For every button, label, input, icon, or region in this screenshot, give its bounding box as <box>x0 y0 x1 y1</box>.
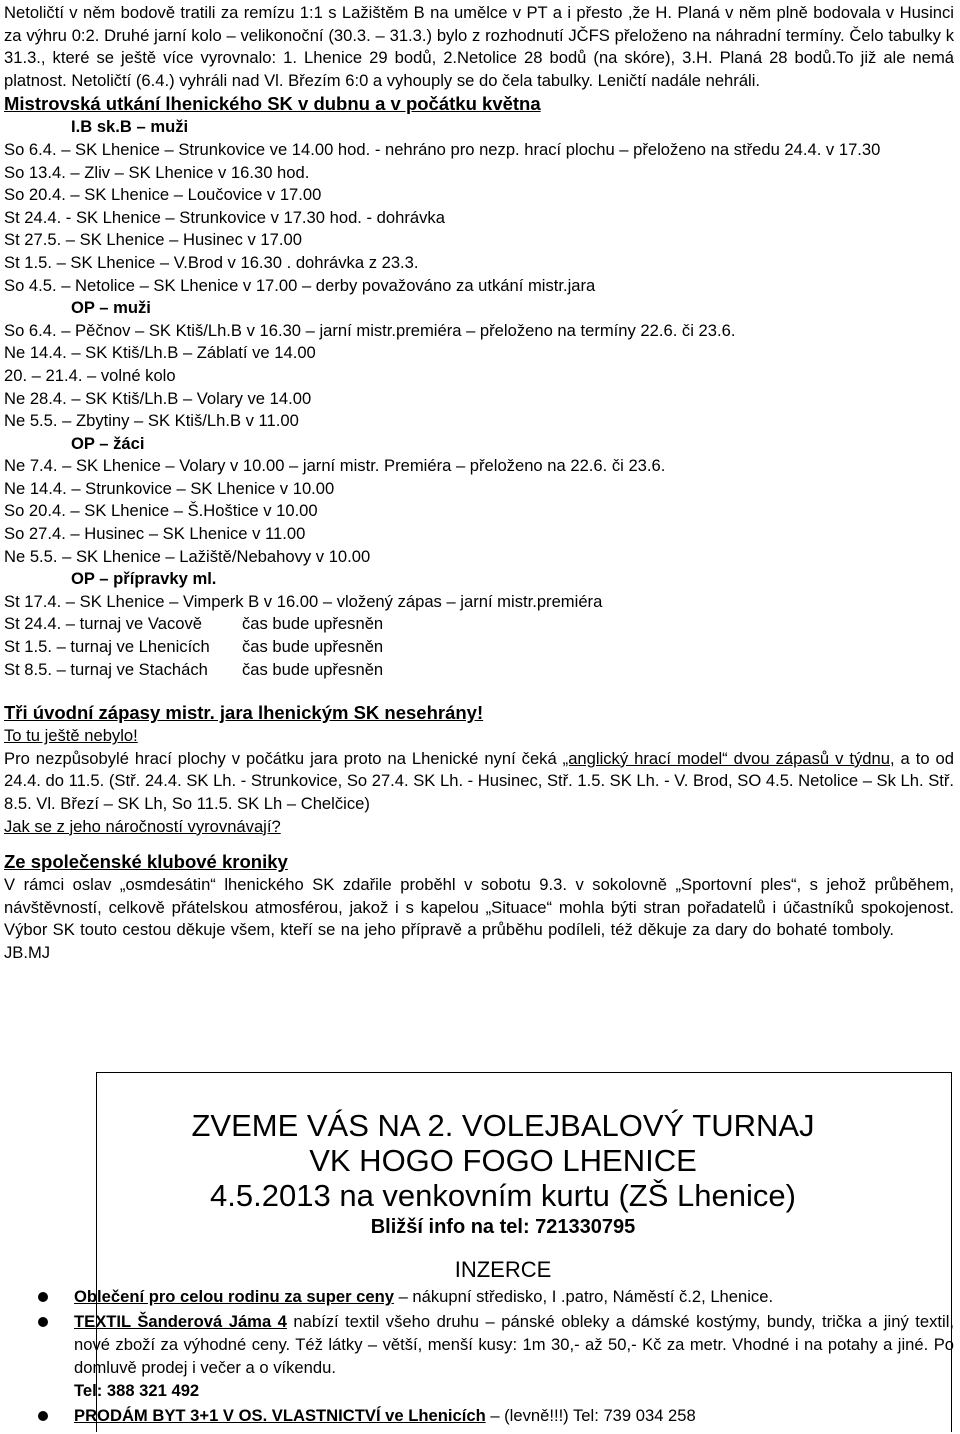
ad-lead: TEXTIL Šanderová Jáma 4 <box>74 1312 287 1331</box>
tournament-row <box>4 636 954 659</box>
match-row: So 20.4. – SK Lhenice – Loučovice v 17.00 <box>4 185 322 205</box>
match-row: Ne 14.4. – Strunkovice – SK Lhenice v 10.00 <box>4 478 335 498</box>
match-row: Ne 14.4. – SK Ktiš/Lh.B – Záblatí ve 14.00 <box>4 343 316 363</box>
three-matches-heading: Tři úvodní zápasy mistr. jara lhenickým SK nesehrány! <box>4 702 484 724</box>
bullet-icon <box>38 1411 48 1421</box>
ad-item <box>4 1310 954 1402</box>
tournament-name: St 24.4. – turnaj ve Vacově <box>4 614 203 634</box>
match-row: St 17.4. – SK Lhenice – Vimperk B v 16.00 – vložený zápas – jarní mistr.premiéra <box>4 591 603 611</box>
ads-heading: INZERCE <box>454 1257 552 1282</box>
chronicle-heading: Ze společenské klubové kroniky <box>4 851 288 873</box>
match-row: Ne 28.4. – SK Ktiš/Lh.B – Volary ve 14.00 <box>4 388 312 408</box>
ad-text: – nákupní středisko, I .patro, Náměstí č.2, Lhenice. <box>393 1287 774 1306</box>
volleyball-promo <box>0 1108 960 1241</box>
section-op-muzi <box>4 297 954 433</box>
paragraph-underlined: „anglický hrací model“ dvou zápasů v týdnu, <box>562 748 895 768</box>
section-op-pripravky <box>4 568 954 681</box>
chronicle-text: V rámci oslav „osmdesátin“ lhenického SK zdařile proběhl v sobotu 9.3. v sokolovně „Sportovní ples“, s jehož průběhem, návštěvností, celkově přátelskou atmosférou, jakož i s kapelou „Situace“ mohla býti stran pořadatelů i účastníků spokojenost. Výbor SK touto cestou děkuje všem, kteří se na jeho přípravě a průběhu podíleli, též děkuje za dary do bohaté tomboly. <box>4 875 954 940</box>
intro-paragraph: Netoličtí v něm bodově tratili za remízu 1:1 s Lažištěm B na umělce v PT a i přesto ,že H. Planá v něm plně bodovala v Husinci za výhru 0:2. Druhé jarní kolo – velikonoční (30.3. – 31.3.) bylo z rozhodnutí JČFS přeloženo na náhradní termíny. Čelo tabulky k 31.3., které se ještě více vyrovnalo: 1. Lhenice 29 bodů, 2.Netolice 28 bodů (na skóre), 3.H. Planá 28 bodů.To již ale nemá platnost. Netoličtí (6.4.) vyhráli nad Vl. Březím 6:0 a vyhouply se do čela tabulky. Leničtí nadále nehráli. <box>4 3 954 90</box>
match-row: St 27.5. – SK Lhenice – Husinec v 17.00 <box>4 230 302 250</box>
paragraph-start: Pro nezpůsobylé hrací plochy v počátku jara proto na Lhenické nyní čeká <box>4 748 563 768</box>
match-row: Ne 7.4. – SK Lhenice – Volary v 10.00 – jarní mistr. Premiéra – přeloženo na 22.6. či 23.6. <box>4 456 666 476</box>
match-row: So 4.5. – Netolice – SK Lhenice v 17.00 – derby považováno za utkání mistr.jara <box>4 275 596 295</box>
match-row: So 6.4. – SK Lhenice – Strunkovice ve 14.00 hod. - nehráno pro nezp. hrací plochu – přeloženo na středu 24.4. v 17.30 <box>4 139 881 159</box>
tournament-row <box>4 613 954 636</box>
match-row: Ne 5.5. – Zbytiny – SK Ktiš/Lh.B v 11.00 <box>4 411 299 431</box>
paragraph-end: a to od 24.4. do 11.5. (Stř. 24.4. SK Lh. - Strunkovice, So 27.4. SK Lh. - Husinec, Stř. 1.5. SK Lh. - V. Brod, SO 4.5. Netolice – Sk Lh. Stř. 8.5. Vl. Březí – SK Lh, So 11.5. SK Lh – Chelčice) <box>4 748 955 813</box>
section-title: OP – muži <box>71 298 151 318</box>
ads-list <box>4 1285 954 1427</box>
match-row: So 13.4. – Zliv – SK Lhenice v 16.30 hod. <box>4 162 310 182</box>
match-row: So 20.4. – SK Lhenice – Š.Hoštice v 10.00 <box>4 501 318 521</box>
ad-lead: PRODÁM BYT 3+1 V OS. VLASTNICTVÍ ve Lhenicích <box>74 1406 486 1425</box>
bullet-icon <box>38 1292 48 1302</box>
tournament-time: čas bude upřesněn <box>242 637 384 657</box>
chronicle-signature: JB.MJ <box>4 942 51 962</box>
three-matches-paragraph <box>4 748 954 816</box>
match-row: Ne 5.5. – SK Lhenice – Lažiště/Nebahovy v 10.00 <box>4 546 371 566</box>
ad-text: nabízí textil všeho druhu – pánské obleky a dámské kostýmy, bundy, trička a jiný textil, nové zboží za výhodné ceny. Též látky – větší, menší kusy: 1m 30,- až 50,- Kč za metr. Vhodné i na potahy a jiné. Po domluvě prodej i večer a o víkendu. <box>74 1312 955 1377</box>
section-op-zaci <box>4 433 954 569</box>
tournament-row <box>4 659 954 682</box>
section-title: OP – žáci <box>71 433 145 453</box>
match-row: So 6.4. – Pěčnov – SK Ktiš/Lh.B v 16.30 – jarní mistr.premiéra – přeloženo na termíny 22.6. či 23.6. <box>4 320 736 340</box>
matches-heading: Mistrovská utkání lhenického SK v dubnu a v počátku května <box>4 93 541 115</box>
section-title: OP – přípravky ml. <box>71 569 217 589</box>
ad-lead: Oblečení pro celou rodinu za super ceny <box>74 1287 394 1306</box>
tournament-time: čas bude upřesněn <box>242 659 384 679</box>
tournament-time: čas bude upřesněn <box>242 614 384 634</box>
three-matches-question: Jak se z jeho náročností vyrovnávají? <box>4 816 281 836</box>
three-matches-line: To tu ještě nebylo! <box>4 726 138 746</box>
promo-line: VK HOGO FOGO LHENICE <box>309 1143 697 1178</box>
bullet-icon <box>38 1317 48 1327</box>
match-row: So 27.4. – Husinec – SK Lhenice v 11.00 <box>4 524 306 544</box>
chronicle-paragraph <box>4 874 954 964</box>
match-row: 20. – 21.4. – volné kolo <box>4 365 176 385</box>
ad-item <box>4 1285 954 1308</box>
promo-line: ZVEME VÁS NA 2. VOLEJBALOVÝ TURNAJ <box>191 1108 815 1143</box>
article-page <box>4 2 954 965</box>
ad-item <box>4 1404 954 1427</box>
promo-info: Bližší info na tel: 721330795 <box>370 1216 636 1238</box>
tournament-name: St 8.5. – turnaj ve Stachách <box>4 659 208 679</box>
match-row: St 1.5. – SK Lhenice – V.Brod v 16.30 . dohrávka z 23.3. <box>4 252 419 272</box>
ad-phone: Tel: 388 321 492 <box>74 1381 200 1400</box>
tournament-name: St 1.5. – turnaj ve Lhenicích <box>4 637 210 657</box>
ad-text: – (levně!!!) Tel: 739 034 258 <box>485 1406 696 1425</box>
section-ib <box>4 116 954 297</box>
match-row: St 24.4. - SK Lhenice – Strunkovice v 17.30 hod. - dohrávka <box>4 207 445 227</box>
section-title: I.B sk.B – muži <box>71 117 189 137</box>
promo-line: 4.5.2013 na venkovním kurtu (ZŠ Lhenice) <box>210 1178 796 1213</box>
